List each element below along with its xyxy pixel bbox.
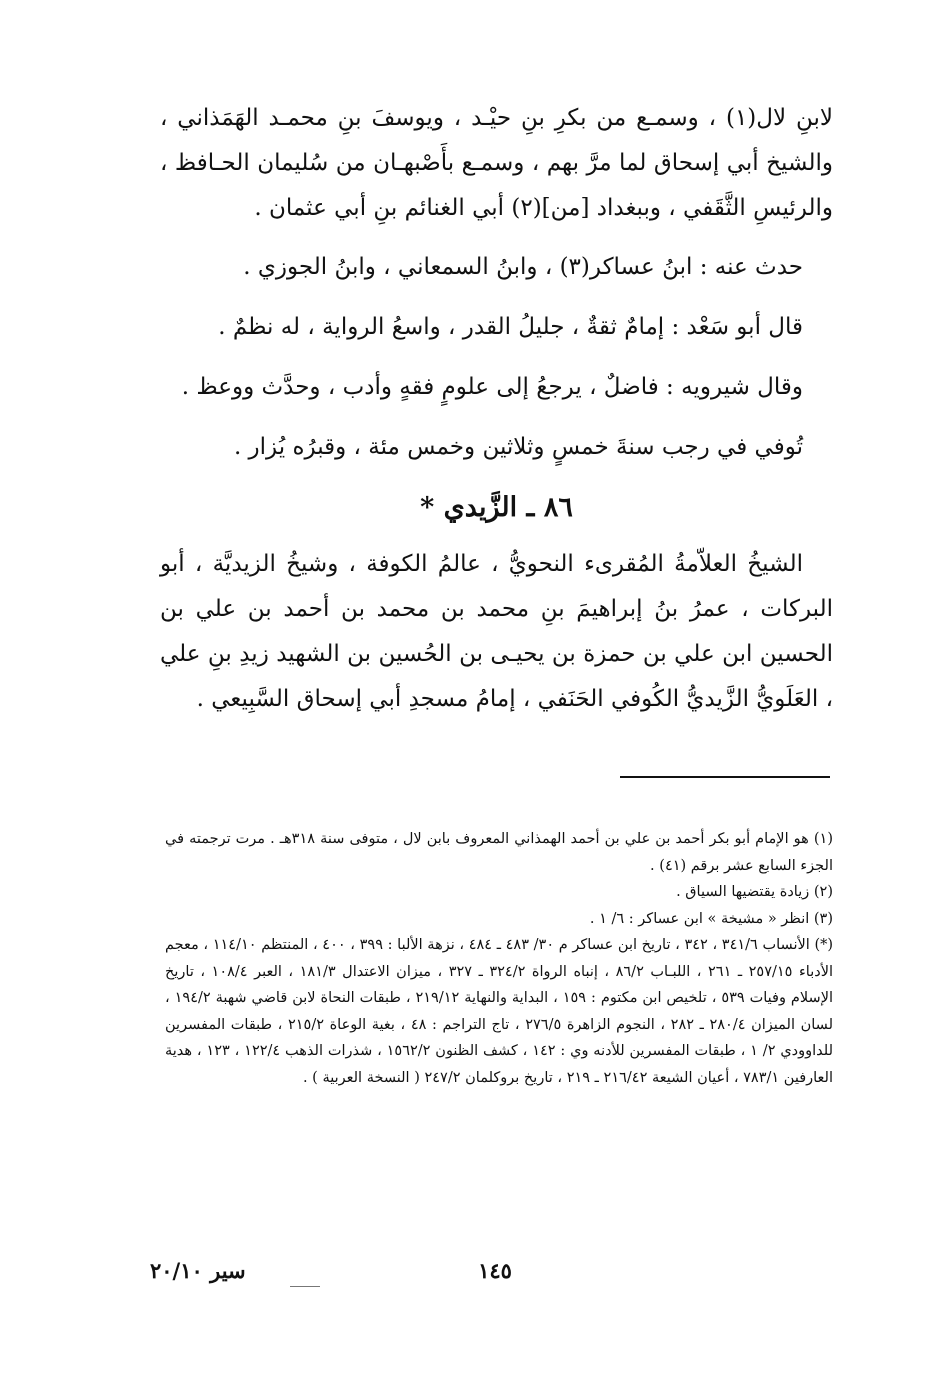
page-number: ١٤٥ xyxy=(478,1258,512,1283)
signature-mark: سير ٢٠/١٠ xyxy=(150,1258,246,1283)
footnote-3: (٣) انظر « مشيخة » ابن عساكر : ٦/ ١ . xyxy=(589,910,833,927)
paragraph-shirawayh: وقال شيرويه : فاضلٌ ، يرجعُ إلى علومٍ فقهٍ وأدب ، وحدَّث ووعظ . xyxy=(181,374,803,400)
entry-heading: ٨٦ ـ الزَّيدي * xyxy=(420,492,573,523)
footnote-1: (١) هو الإمام أبو بكر أحمد بن علي بن أحمد الهمذاني المعروف بابن لال ، متوفى سنة ٣١٨هـ . مرت ترجمته في الجزء السابع عشر برقم (٤١) . xyxy=(165,831,833,874)
page-footer xyxy=(0,1258,943,1298)
footnotes xyxy=(165,826,833,1091)
paragraph-narrators: حدث عنه : ابنُ عساكر(٣) ، وابنُ السمعاني ، وابنُ الجوزي . xyxy=(243,254,803,280)
paragraph-death: تُوفي في رجب سنةَ خمسٍ وثلاثين وخمس مئة ، وقبرُه يُزار . xyxy=(233,434,803,460)
footnote-divider xyxy=(620,776,830,778)
main-text xyxy=(160,96,833,737)
signature-rule xyxy=(290,1286,320,1287)
paragraph-zaydi-bio: الشيخُ العلاّمةُ المُقرىء النحويُّ ، عالمُ الكوفة ، وشيخُ الزيديَّة ، أبو البركات ، عمرُ بنُ إبراهيمَ بنِ محمد بن محمد بن أحمد بن علي بن الحسين ابن علي بن حمزة بن يحيـى بن الحُسين بن الشهيد زيدِ بنِ علي ، العَلَويُّ الزَّيديُّ الكُوفي الحَنَفي ، إمامُ مسجدِ أبي إسحاق السَّبِيعي . xyxy=(160,551,833,712)
footnote-2: (٢) زيادة يقتضيها السياق . xyxy=(676,884,833,900)
paragraph-teachers: لابنِ لال(١) ، وسمـع من بكرِ بنِ حيْـد ، ويوسفَ بنِ محمـد الهَمَذاني ، والشيخ أبي إسحاق لما مرَّ بهم ، وسمـع بأَصْبهـان من سُليمان الحـافظ ، والرئيسِ الثَّقَفي ، وببغداد [من](٢) أبي الغنائم بنِ أبي عثمان . xyxy=(160,105,834,221)
paragraph-abu-saad: قال أبو سَعْد : إمامٌ ثقةٌ ، جليلُ القدر ، واسعُ الرواية ، له نظمٌ . xyxy=(218,314,803,340)
footnote-sources: (*) الأنساب ٣٤١/٦ ، ٣٤٢ ، تاريخ ابن عساكر م ٣٠/ ٤٨٣ ـ ٤٨٤ ، نزهة الألبا : ٣٩٩ ، ٤٠٠ ، المنتظم ١١٤/١٠ ، معجم الأدباء ٢٥٧/١٥ ـ ٢٦١ ، اللبـاب ٨٦/٢ ، إنباه الرواة ٣٢٤/٢ ـ ٣٢٧ ، ميزان الاعتدال ١٨١/٣ ، العبر ١٠٨/٤ ، تاريخ الإسلام وفيات ٥٣٩ ، تلخيص ابن مكتوم : ١٥٩ ، البداية والنهاية ٢١٩/١٢ ، طبقات النحاة لابن قاضي شهبة ١٩٤/٢ ، لسان الميزان ٢٨٠/٤ ـ ٢٨٢ ، النجوم الزاهرة ٢٧٦/٥ ، تاج التراجم : ٤٨ ، بغية الوعاة ٢١٥/٢ ، طبقات المفسرين للداوودي ٢/ ١ ، طبقات المفسرين للأدنه وي : ١٤٢ ، كشف الظنون ١٥٦٢/٢ ، شذرات الذهب ١٢٢/٤ ، ١٢٣ ، هدية العارفين ٧٨٣/١ ، أعيان الشيعة ٢١٦/٤٢ ـ ٢١٩ ، تاريخ بروكلمان ٢٤٧/٢ ( النسخة العربية ) . xyxy=(165,937,834,1086)
